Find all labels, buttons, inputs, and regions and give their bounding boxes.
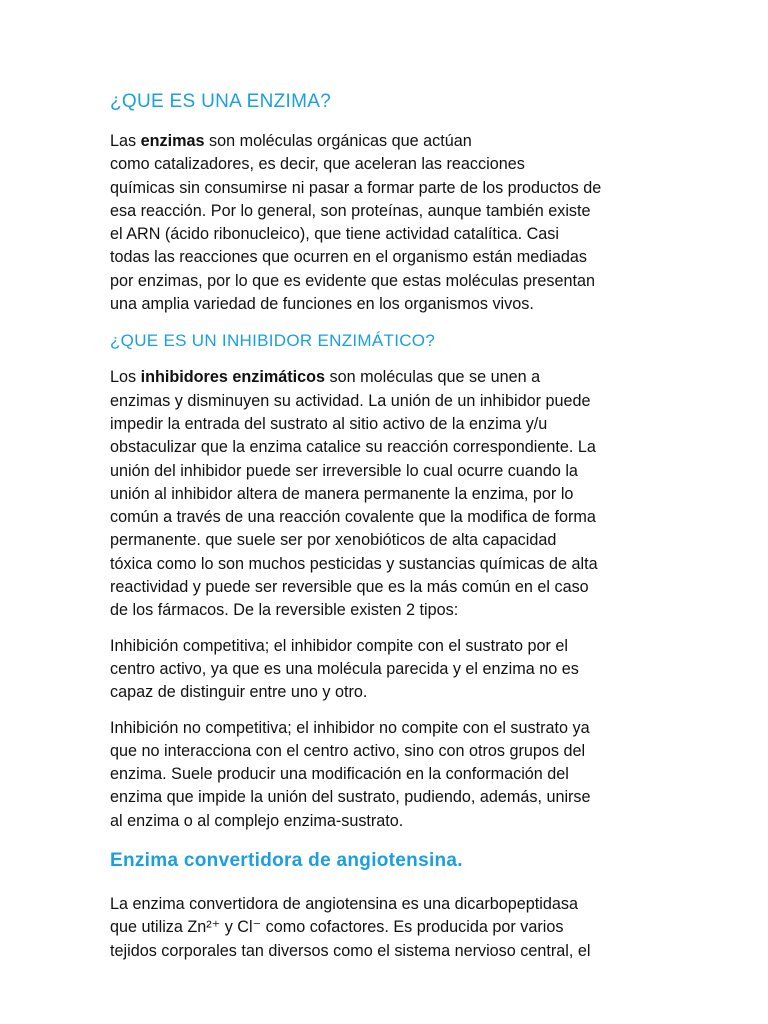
text-line: centro activo, ya que es una molécula parecida y el enzima no es: [110, 659, 579, 678]
text-line: unión del inhibidor puede ser irreversible lo cual ocurre cuando la: [110, 461, 578, 480]
text-line: Inhibición competitiva; el inhibidor compite con el sustrato por el: [110, 636, 568, 655]
text-line: el ARN (ácido ribonucleico), que tiene actividad catalítica. Casi: [110, 225, 559, 244]
text-line: son moléculas que se unen a: [325, 368, 541, 387]
text-lead: Los: [110, 368, 141, 387]
text-line: enzima. Suele producir una modificación en la conformación del: [110, 765, 569, 784]
text-line: son moléculas orgánicas que actúan: [204, 132, 472, 150]
text-line: permanente. que suele ser por xenobióticos de alta capacidad: [110, 531, 557, 550]
text-line: tóxica como lo son muchos pesticidas y sustancias químicas de alta: [110, 554, 598, 573]
text-line: que utiliza Zn²⁺ y Cl⁻ como cofactores. Es producida por varios: [110, 918, 564, 937]
text-line: por enzimas, por lo que es evidente que estas moléculas presentan: [110, 271, 596, 290]
text-line: unión al inhibidor altera de manera permanente la enzima, por lo: [110, 484, 574, 503]
text-line: esa reacción. Por lo general, son proteínas, aunque también existe: [110, 201, 591, 220]
text-line: químicas sin consumirse ni pasar a formar parte de los productos de: [110, 178, 602, 197]
heading-enzima-convertidora: Enzima convertidora de angiotensina.: [110, 850, 463, 872]
heading-que-es-un-inhibidor: ¿QUE ES UN INHIBIDOR ENZIMÁTICO?: [110, 331, 436, 351]
text-line: tejidos corporales tan diversos como el sistema nervioso central, el: [110, 941, 591, 960]
text-line: capaz de distinguir entre uno y otro.: [110, 683, 368, 702]
text-line: al enzima o al complejo enzima-sustrato.: [110, 811, 404, 830]
text-line: que no interacciona con el centro activo, sino con otros grupos del: [110, 741, 586, 760]
text-line: común a través de una reacción covalente que la modifica de forma: [110, 508, 596, 527]
text-line: obstaculizar que la enzima catalice su reacción correspondiente. La: [110, 438, 596, 457]
text-line: Inhibición no competitiva; el inhibidor no compite con el sustrato ya: [110, 718, 590, 737]
text-line: una amplia variedad de funciones en los organismos vivos.: [110, 295, 534, 314]
paragraph-inhibicion-competitiva: [110, 635, 670, 705]
paragraph-inhibidor-definicion: [110, 366, 670, 622]
text-line: todas las reacciones que ocurren en el organismo están mediadas: [110, 248, 587, 267]
text-line: reactividad y puede ser reversible que es la más común en el caso: [110, 578, 589, 597]
text-line: de los fármacos. De la reversible existen 2 tipos:: [110, 601, 459, 620]
term-enzimas: enzimas: [140, 132, 205, 150]
text-line: enzimas y disminuyen su actividad. La unión de un inhibidor puede: [110, 391, 591, 410]
text-lead: Las: [110, 132, 141, 150]
paragraph-enzima-convertidora: [110, 893, 670, 963]
heading-que-es-una-enzima: ¿QUE ES UNA ENZIMA?: [110, 91, 332, 112]
text-line: enzima que impide la unión del sustrato, pudiendo, además, unirse: [110, 788, 591, 807]
text-line: La enzima convertidora de angiotensina es una dicarbopeptidasa: [110, 895, 578, 914]
text-line: impedir la entrada del sustrato al sitio activo de la enzima y/u: [110, 414, 548, 433]
text-line: como catalizadores, es decir, que aceleran las reacciones: [110, 155, 525, 174]
term-inhibidores-enzimaticos: inhibidores enzimáticos: [140, 368, 326, 387]
paragraph-inhibicion-no-competitiva: [110, 717, 670, 833]
paragraph-enzima-definicion: [110, 130, 670, 316]
document-page: [110, 88, 670, 975]
